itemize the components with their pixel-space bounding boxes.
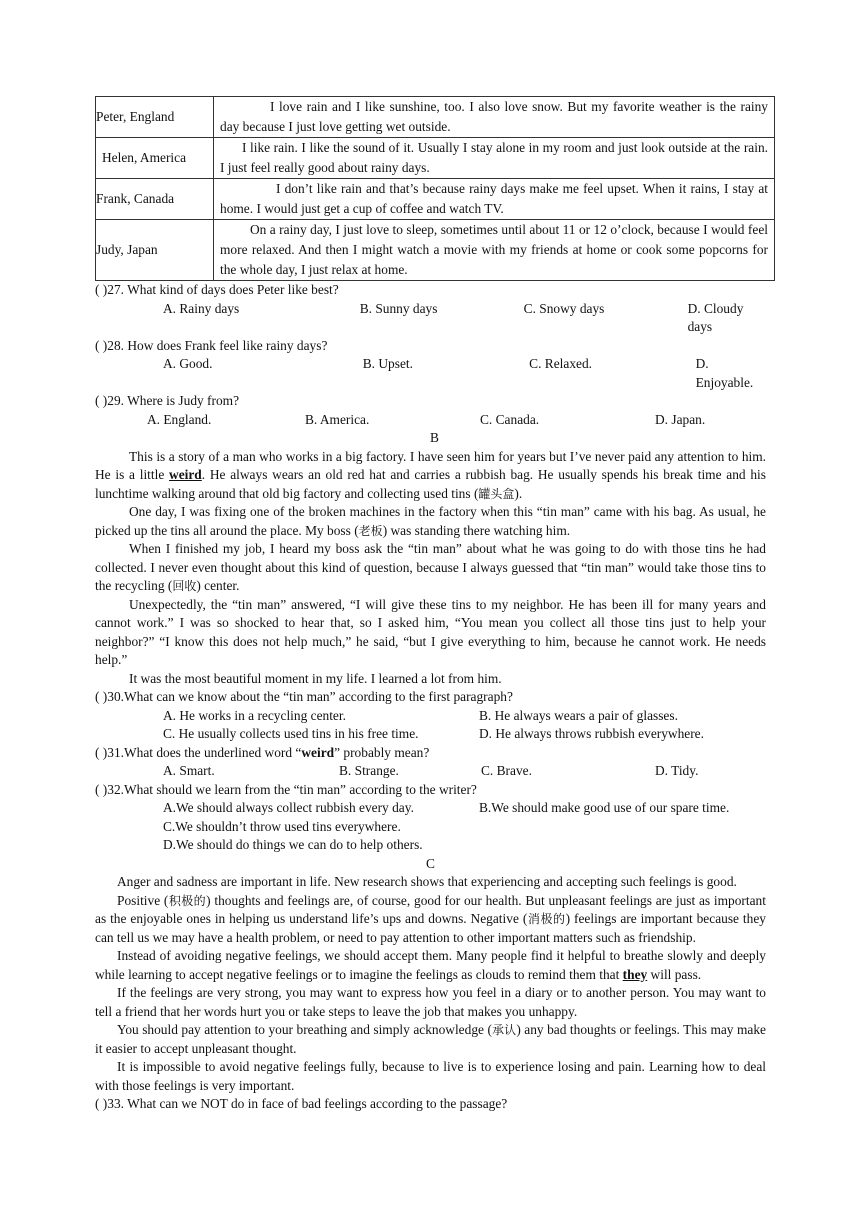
paragraph: You should pay attention to your breathing and simply acknowledge (承认) any bad thoughts or feelings. This may make it easier to accept unpleasant thought. [95,1022,766,1056]
option-b: B. He always wears a pair of glasses. [479,707,678,723]
option-c: C. Canada. [480,411,540,427]
option-a: A. Good. [163,356,213,371]
question-stem: ( )28. How does Frank feel like rainy days? [95,337,328,353]
paragraph: One day, I was fixing one of the broken machines in the factory when this “tin man” came with his bag. As usual, he picked up the tins all around the place. My boss (老板) was standing there watching him. [95,504,766,538]
option-a: A.We should always collect rubbish every day. [163,800,414,815]
option-c: C. Brave. [481,763,532,778]
option-b: B. Upset. [362,356,413,371]
question-32 [95,781,766,855]
opinion-table [95,96,775,281]
section-heading-c: C [426,855,435,871]
question-stem: ( )32.What should we learn from the “tin man” according to the writer? [95,781,477,797]
paragraph: Instead of avoiding negative feelings, we should accept them. Many people find it helpful to breathe slowly and deeply while learning to accept negative feelings or to imagine the feelings as clouds to remind them that they will pass. [95,948,766,982]
option-b: B. Strange. [339,763,399,778]
options-row [95,725,766,744]
option-c: C.We shouldn’t throw used tins everywhere. [163,818,401,834]
options-row [95,762,766,781]
passage-b [95,448,766,689]
person-name: Frank, Canada [96,179,214,220]
question-27 [95,281,766,337]
options-row [95,836,766,855]
underlined-word: they [622,966,648,982]
options-row [95,799,766,818]
option-d: D. He always throws rubbish everywhere. [479,726,704,741]
section-heading-b: B [430,430,439,445]
passage-c [95,873,766,1095]
option-c: C. He usually collects used tins in his free time. [163,726,419,741]
option-c: C. Snowy days [523,300,605,316]
person-name: Peter, England [96,97,214,138]
question-33 [95,1095,766,1114]
option-a: A. Smart. [163,763,215,778]
option-b: B.We should make good use of our spare time. [479,800,730,815]
paragraph: Positive (积极的) thoughts and feelings are, of course, good for our health. But unpleasant feelings are just as important as the enjoyable ones in helping us understand life’s ups and downs. Negative (消极的) feelings are important because they can tell us we may have a health problem, or need to pay attention to other important matters such as friendship. [95,892,766,945]
option-d: D. Tidy. [655,763,699,778]
person-opinion: I don’t like rain and that’s because rainy days make me feel upset. When it rains, I stay at home. I would just get a cup of coffee and watch TV. [214,179,775,220]
question-stem: ( )29. Where is Judy from? [95,393,240,408]
question-31 [95,744,766,781]
table-row [96,179,775,220]
person-opinion: I love rain and I like sunshine, too. I also love snow. But my favorite weather is the rainy day because I just love getting wet outside. [214,97,775,138]
paragraph: Anger and sadness are important in life. New research shows that experiencing and accepting such feelings is good. [117,874,737,889]
option-b: B. America. [305,411,370,427]
options-row [95,355,766,392]
person-opinion: On a rainy day, I just love to sleep, sometimes until about 11 or 12 o’clock, because I would feel more relaxed. And then I might watch a movie with my friends at home or cook some popcorns for the whole day, I just relax at home. [214,220,775,281]
option-a: A. Rainy days [163,300,240,316]
person-name: Helen, America [96,138,214,179]
exam-page [95,96,766,1114]
option-d: D. Japan. [655,411,706,427]
option-b: B. Sunny days [359,300,438,316]
paragraph: When I finished my job, I heard my boss ask the “tin man” about what he was going to do with those tins he had collected. I never even thought about this kind of question, because I always guessed that “tin man” would take those tins to the recycling (回收) center. [95,541,766,593]
option-a: A. He works in a recycling center. [163,707,346,723]
question-30 [95,688,766,744]
table-row [96,220,775,281]
option-c: C. Relaxed. [529,356,593,371]
paragraph: It is impossible to avoid negative feelings fully, because to live is to experience losing and pain. Learning how to deal with those feelings is very important. [95,1059,766,1093]
question-29 [95,392,766,429]
paragraph: Unexpectedly, the “tin man” answered, “I will give these tins to my neighbor. He has been ill for many years and cannot work.” I was so shocked to hear that, so I asked him, “You mean you collect all those tins just to help your neighbor?” “I know this does not help much,” he said, “but I give everything to him, because he cannot work. He needs help.” [95,596,766,667]
table-row [96,97,775,138]
person-name: Judy, Japan [96,220,214,281]
question-stem: ( )33. What can we NOT do in face of bad feelings according to the passage? [95,1096,508,1111]
options-row [95,707,766,726]
table-row [96,138,775,179]
paragraph: It was the most beautiful moment in my life. I learned a lot from him. [129,670,502,686]
options-row [95,411,766,430]
option-d: D. Enjoyable. [695,356,754,390]
option-d: D.We should do things we can do to help others. [163,837,423,852]
underlined-word: weird [169,467,202,482]
options-row [95,818,766,837]
person-opinion: I like rain. I like the sound of it. Usually I stay alone in my room and just look outside at the rain. I just feel really good about rainy days. [214,138,775,179]
question-28 [95,337,766,393]
option-a: A. England. [147,411,212,427]
question-stem: ( )31.What does the underlined word “weird” probably mean? [95,744,430,760]
options-row [95,300,766,337]
question-stem: ( )30.What can we know about the “tin man” according to the first paragraph? [95,689,513,704]
paragraph: This is a story of a man who works in a big factory. I have seen him for years but I’ve never paid any attention to him. He is a little weird. He always wears an old red hat and carries a rubbish bag. He usually spends his break time and his lunchtime walking around that old big factory and collecting used tins (罐头盒). [95,448,766,501]
question-stem: ( )27. What kind of days does Peter like best? [95,282,339,297]
option-d: D. Cloudy days [687,300,744,334]
paragraph: If the feelings are very strong, you may want to express how you feel in a diary or to another person. You may want to tell a friend that her words hurt you or take steps to leave the job that makes you unhappy. [95,985,766,1019]
